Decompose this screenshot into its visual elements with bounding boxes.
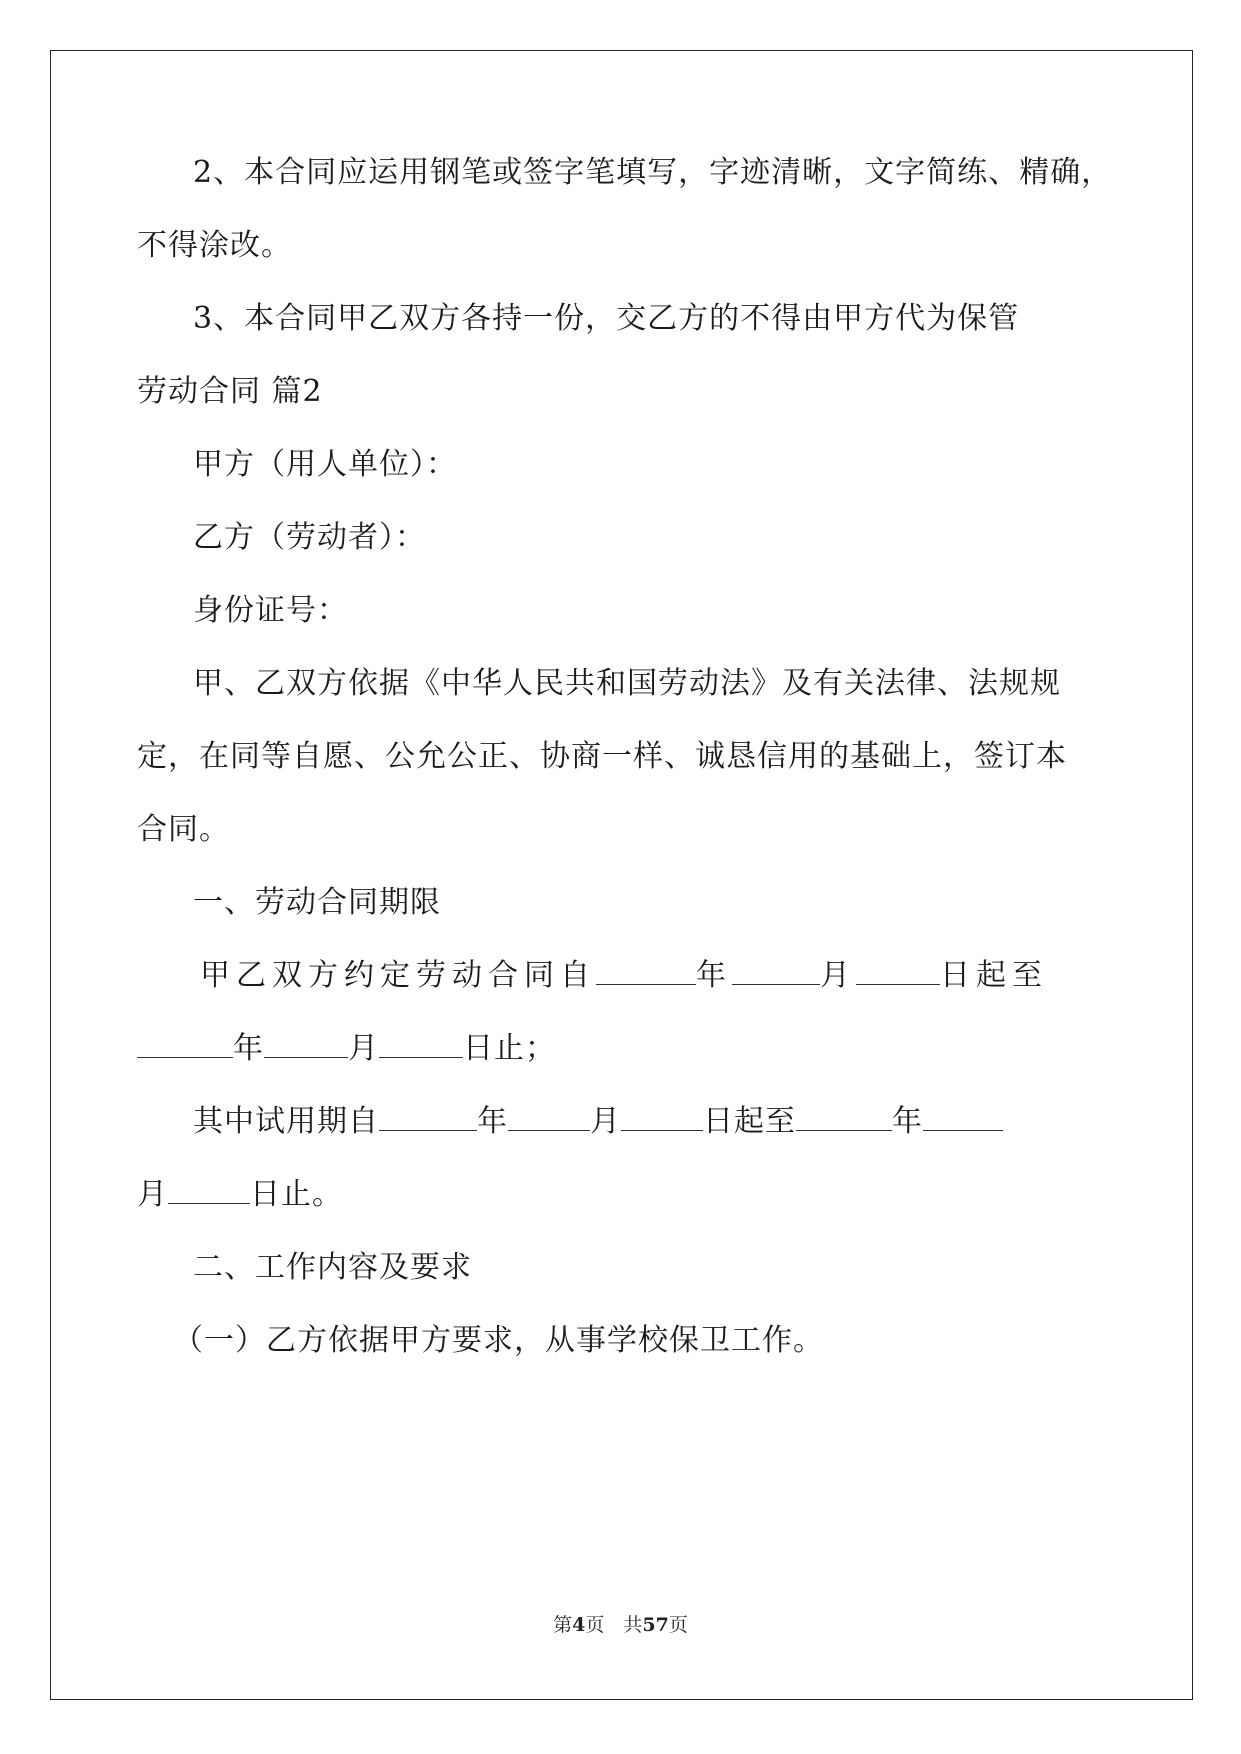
probation-end-month-blank <box>923 1102 1003 1131</box>
legal-basis-line-2: 定，在同等自愿、公允公正、协商一样、诚恳信用的基础上，签订本 <box>137 739 1067 774</box>
probation-start-day-blank <box>621 1102 703 1131</box>
day-from-label: 日起至 <box>940 958 1048 993</box>
probation-start-label: 其中试用期自 <box>193 1104 379 1139</box>
year-label: 年 <box>233 1031 264 1066</box>
section-heading: 劳动合同 篇2 <box>137 374 323 409</box>
footer-mid: 页 共 <box>585 1614 643 1636</box>
probation-end-day-blank <box>168 1175 250 1204</box>
contract-term-line-2 <box>137 1029 556 1069</box>
clause-two-item-1: （一）乙方依据甲方要求，从事学校保卫工作。 <box>173 1323 824 1358</box>
party-b-label: 乙方（劳动者）： <box>193 520 426 555</box>
month-label: 月 <box>590 1104 621 1139</box>
start-day-blank <box>856 956 940 985</box>
year-label: 年 <box>696 958 732 993</box>
day-from-label: 日起至 <box>703 1104 796 1139</box>
paragraph-1-line-1: 2、本合同应运用钢笔或签字笔填写，字迹清晰，文字简练、精确， <box>193 155 1113 190</box>
probation-line-2 <box>137 1175 343 1215</box>
page-border <box>50 50 1193 1700</box>
contract-term-line-1 <box>200 956 1048 996</box>
day-until-label: 日止； <box>463 1031 556 1066</box>
year-label: 年 <box>477 1104 508 1139</box>
probation-start-month-blank <box>508 1102 590 1131</box>
probation-line-1 <box>193 1102 1003 1142</box>
month-label: 月 <box>820 958 856 993</box>
clause-one-heading: 一、劳动合同期限 <box>193 885 441 920</box>
legal-basis-line-1: 甲、乙双方依据《中华人民共和国劳动法》及有关法律、法规规 <box>193 666 1061 701</box>
footer-suffix: 页 <box>668 1614 688 1636</box>
start-month-blank <box>732 956 820 985</box>
probation-end-year-blank <box>796 1102 892 1131</box>
end-day-blank <box>379 1029 463 1058</box>
total-page-number: 57 <box>642 1614 669 1636</box>
page-footer <box>0 1613 1241 1637</box>
term-start-label: 甲乙双方约定劳动合同自 <box>200 958 596 993</box>
month-label: 月 <box>137 1177 168 1212</box>
start-year-blank <box>596 956 696 985</box>
footer-prefix: 第 <box>553 1614 573 1636</box>
id-number-label: 身份证号： <box>193 593 348 628</box>
year-label: 年 <box>892 1104 923 1139</box>
end-year-blank <box>137 1029 233 1058</box>
end-month-blank <box>264 1029 348 1058</box>
legal-basis-line-3: 合同。 <box>137 812 230 847</box>
month-label: 月 <box>348 1031 379 1066</box>
current-page-number: 4 <box>572 1614 586 1636</box>
paragraph-1-line-2: 不得涂改。 <box>137 228 292 263</box>
paragraph-2-line-1: 3、本合同甲乙双方各持一份，交乙方的不得由甲方代为保管 <box>193 301 1020 336</box>
probation-start-year-blank <box>379 1102 477 1131</box>
clause-two-heading: 二、工作内容及要求 <box>193 1250 472 1285</box>
party-a-label: 甲方（用人单位）： <box>193 447 457 482</box>
day-until-label: 日止。 <box>250 1177 343 1212</box>
